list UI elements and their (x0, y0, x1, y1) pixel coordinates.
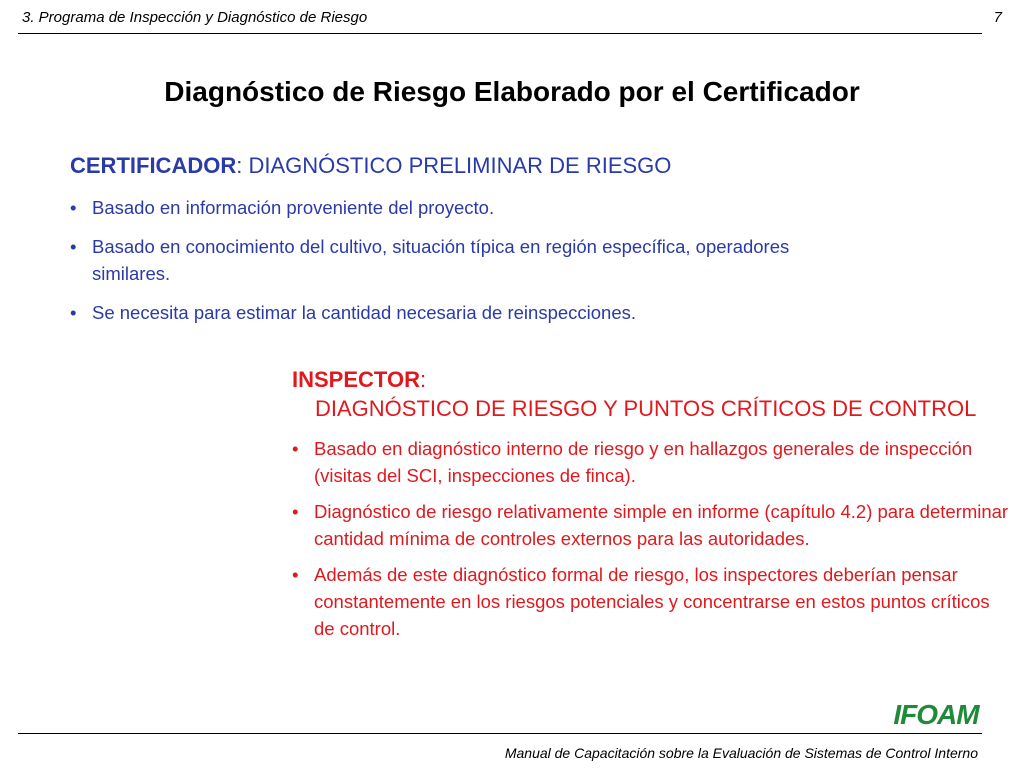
bullet-icon: • (292, 564, 299, 585)
certificador-heading (70, 152, 790, 180)
inspector-subheading: DIAGNÓSTICO DE RIESGO Y PUNTOS CRÍTICOS DE CONTROL (315, 396, 977, 421)
inspector-label: INSPECTOR (292, 367, 420, 392)
bullet-icon: • (70, 236, 77, 257)
inspector-colon: : (419, 367, 427, 392)
bullet-icon: • (292, 501, 299, 522)
bullet-icon: • (292, 438, 299, 459)
inspector-bullets (292, 435, 1014, 642)
list-item-text: Basado en información proveniente del proyecto. (92, 197, 495, 218)
footer-text: Manual de Capacitación sobre la Evaluación de Sistemas de Control Interno (504, 745, 978, 761)
list-item-text: Diagnóstico de riesgo relativamente simple en informe (capítulo 4.2) para determinar cantidad mínima de controles externos para las autoridades. (314, 501, 1009, 549)
inspector-heading (292, 366, 1014, 394)
inspector-section (292, 366, 1014, 651)
list-item (292, 435, 1014, 489)
list-item-text: Además de este diagnóstico formal de riesgo, los inspectores deberían pensar constantemente en los riesgos potenciales y concentrarse en estos puntos críticos de control. (314, 564, 990, 639)
ifoam-logo-text: IFOAM (893, 699, 979, 730)
certificador-label: CERTIFICADOR (70, 153, 237, 178)
certificador-colon: : (236, 153, 243, 178)
list-item-text: Se necesita para estimar la cantidad necesaria de reinspecciones. (92, 302, 637, 323)
list-item-text: Basado en conocimiento del cultivo, situación típica en región específica, operadores similares. (92, 236, 790, 284)
footer-divider (18, 733, 982, 734)
list-item (70, 194, 790, 221)
list-item (292, 561, 1014, 642)
bullet-icon: • (70, 302, 77, 323)
list-item (70, 233, 790, 287)
certificador-heading-rest: DIAGNÓSTICO PRELIMINAR DE RIESGO (242, 153, 672, 178)
bullet-icon: • (70, 197, 77, 218)
list-item-text: Basado en diagnóstico interno de riesgo y en hallazgos generales de inspección (visitas del SCI, inspecciones de finca). (314, 438, 973, 486)
certificador-bullets (70, 194, 790, 326)
header-section-title: 3. Programa de Inspección y Diagnóstico de Riesgo (22, 9, 368, 26)
list-item (70, 299, 790, 326)
list-item (292, 498, 1014, 552)
page-number: 7 (993, 9, 1002, 26)
ifoam-logo (886, 698, 986, 730)
certificador-section (70, 152, 790, 338)
slide-title: Diagnóstico de Riesgo Elaborado por el Certificador (164, 76, 860, 107)
header-divider (18, 33, 982, 34)
